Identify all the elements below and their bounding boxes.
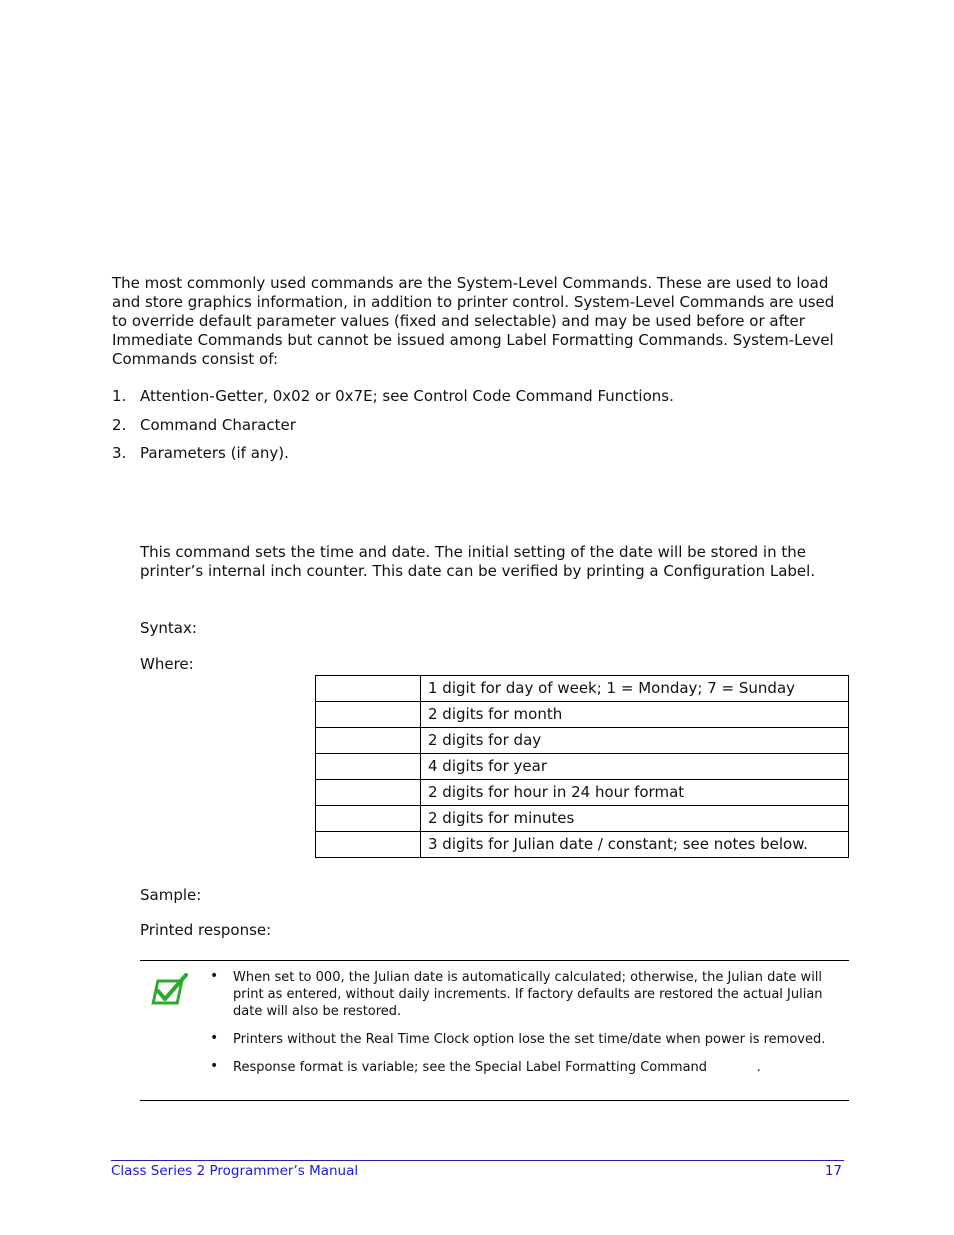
table-row bbox=[316, 832, 849, 858]
list-number: 3. bbox=[112, 444, 127, 462]
param-key-cell bbox=[316, 702, 421, 728]
table-row bbox=[316, 728, 849, 754]
param-desc-cell: 3 digits for Julian date / constant; see notes below. bbox=[421, 832, 849, 858]
where-label: Where: bbox=[140, 655, 194, 673]
footer-title: Class Series 2 Programmer’s Manual bbox=[111, 1163, 359, 1179]
param-key-cell bbox=[316, 754, 421, 780]
param-key-cell bbox=[316, 806, 421, 832]
bullet-icon: • bbox=[210, 968, 219, 984]
note-text: When set to 000, the Julian date is automatically calculated; otherwise, the Julian date will print as entered, without daily increments. If factory defaults are restored the actual Julian date will also be restored. bbox=[233, 970, 823, 1019]
table-row bbox=[316, 754, 849, 780]
param-desc-cell: 1 digit for day of week; 1 = Monday; 7 = Sunday bbox=[421, 676, 849, 702]
bullet-icon: • bbox=[210, 1030, 219, 1046]
param-key-cell bbox=[316, 832, 421, 858]
note-item bbox=[210, 1059, 828, 1076]
note-text: Printers without the Real Time Clock option lose the set time/date when power is removed. bbox=[233, 1032, 826, 1047]
param-desc-cell: 4 digits for year bbox=[421, 754, 849, 780]
note-top-rule bbox=[140, 960, 849, 961]
list-item bbox=[112, 444, 674, 463]
bullet-icon: • bbox=[210, 1058, 219, 1074]
list-number: 2. bbox=[112, 415, 127, 434]
param-desc-cell: 2 digits for day bbox=[421, 728, 849, 754]
command-parts-list bbox=[112, 387, 674, 473]
note-bottom-rule bbox=[140, 1100, 849, 1101]
command-description: This command sets the time and date. The initial setting of the date will be stored in the printer’s internal inch counter. This date can be verified by printing a Configuration Label. bbox=[140, 543, 816, 580]
note-list bbox=[210, 969, 828, 1087]
list-text: Parameters (if any). bbox=[140, 444, 289, 462]
sample-label: Sample: bbox=[140, 886, 202, 904]
param-key-cell bbox=[316, 728, 421, 754]
list-item bbox=[112, 387, 674, 406]
note-item bbox=[210, 969, 828, 1020]
list-number: 1. bbox=[112, 387, 127, 405]
param-desc-cell: 2 digits for minutes bbox=[421, 806, 849, 832]
param-key-cell bbox=[316, 676, 421, 702]
list-text: Attention-Getter, 0x02 or 0x7E; see Control Code Command Functions. bbox=[140, 387, 674, 405]
page-number: 17 bbox=[824, 1163, 842, 1179]
param-desc-cell: 2 digits for hour in 24 hour format bbox=[421, 780, 849, 806]
intro-paragraph: The most commonly used commands are the System-Level Commands. These are used to load and store graphics information, in addition to printer control. System-Level Commands are used to override default parameter values (fixed and selectable) and may be used before or after Immediate Commands but cannot be issued among Label Formatting Commands. System-Level Commands consist of: bbox=[112, 274, 835, 368]
checkbox-note-icon bbox=[150, 971, 192, 1007]
printed-response-label: Printed response: bbox=[140, 921, 272, 939]
table-row bbox=[316, 676, 849, 702]
param-key-cell bbox=[316, 780, 421, 806]
syntax-label: Syntax: bbox=[140, 619, 197, 637]
parameter-table bbox=[315, 675, 849, 858]
note-text: Response format is variable; see the Special Label Formatting Command . bbox=[233, 1060, 761, 1075]
table-row bbox=[316, 806, 849, 832]
list-text: Command Character bbox=[140, 415, 296, 434]
list-item bbox=[112, 416, 674, 435]
param-desc-cell: 2 digits for month bbox=[421, 702, 849, 728]
table-row bbox=[316, 702, 849, 728]
table-row bbox=[316, 780, 849, 806]
footer-rule bbox=[111, 1160, 844, 1161]
note-item bbox=[210, 1031, 828, 1048]
